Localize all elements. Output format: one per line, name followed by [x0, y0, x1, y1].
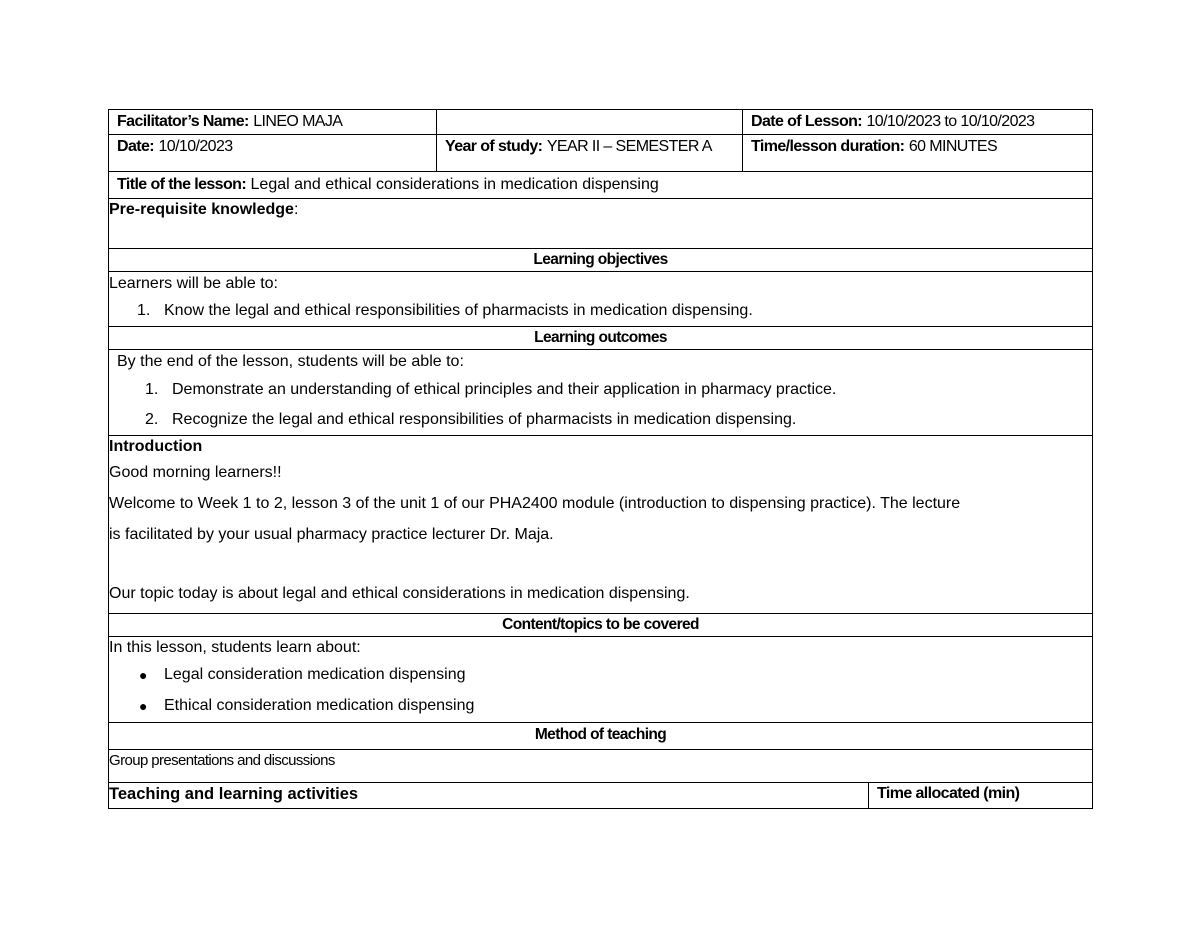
objectives-intro: Learners will be able to: — [109, 275, 278, 292]
facilitator-cell — [109, 110, 437, 135]
outcome-item — [109, 405, 1092, 435]
introduction-welcome-line1: Welcome to Week 1 to 2, lesson 3 of the unit 1 of our PHA2400 module (introduction to dispensing practice). The lecture — [109, 495, 961, 512]
introduction-cell — [109, 436, 1093, 614]
duration-label: Time/lesson duration: — [751, 138, 905, 155]
outcome-number: 1. — [145, 381, 159, 398]
date-of-lesson-value: 10/10/2023 to 10/10/2023 — [866, 113, 1035, 130]
outcomes-heading: Learning outcomes — [109, 327, 1093, 350]
outcome-text: Demonstrate an understanding of ethical principles and their application in pharmacy practice. — [172, 381, 837, 398]
duration-value: 60 MINUTES — [908, 138, 998, 155]
content-item — [109, 691, 1092, 721]
content-item-text: Legal consideration medication dispensing — [164, 666, 466, 683]
facilitator-label: Facilitator’s Name: — [117, 113, 249, 130]
outcome-number: 2. — [145, 411, 159, 428]
introduction-greeting: Good morning learners!! — [109, 464, 282, 481]
date-of-lesson-cell — [743, 110, 1093, 135]
content-item-text: Ethical consideration medication dispensing — [164, 697, 475, 714]
content-intro: In this lesson, students learn about: — [109, 639, 361, 656]
outcomes-intro: By the end of the lesson, students will be able to: — [117, 353, 464, 370]
lesson-title-cell — [109, 172, 1093, 199]
method-heading: Method of teaching — [109, 723, 1093, 750]
date-of-lesson-label: Date of Lesson: — [751, 113, 863, 130]
lesson-title-value: Legal and ethical considerations in medication dispensing — [250, 176, 659, 193]
facilitator-value: LINEO MAJA — [253, 113, 343, 130]
outcome-text: Recognize the legal and ethical responsibilities of pharmacists in medication dispensing. — [172, 411, 797, 428]
bullet-icon: ● — [139, 698, 148, 714]
lesson-title-label: Title of the lesson: — [117, 176, 247, 193]
introduction-heading: Introduction — [109, 438, 203, 455]
introduction-topic: Our topic today is about legal and ethical considerations in medication dispensing. — [109, 585, 690, 602]
objective-item — [109, 296, 1092, 326]
method-value: Group presentations and discussions — [109, 750, 1093, 783]
objectives-cell — [109, 272, 1093, 327]
objective-number: 1. — [137, 302, 151, 319]
empty-header-cell — [437, 110, 743, 135]
year-value: YEAR II – SEMESTER A — [546, 138, 712, 155]
objective-text: Know the legal and ethical responsibilities of pharmacists in medication dispensing. — [164, 302, 753, 319]
activities-label: Teaching and learning activities — [109, 783, 869, 809]
introduction-welcome-line2: is facilitated by your usual pharmacy practice lecturer Dr. Maja. — [109, 526, 554, 543]
year-label: Year of study: — [445, 138, 543, 155]
date-label: Date: — [117, 138, 155, 155]
prerequisite-suffix: : — [293, 201, 299, 218]
prerequisite-cell — [109, 199, 1093, 249]
content-cell — [109, 637, 1093, 723]
lesson-plan-page — [108, 109, 1092, 809]
year-cell — [437, 135, 743, 172]
prerequisite-label: Pre-requisite knowledge — [109, 201, 294, 218]
time-allocated-label: Time allocated (min) — [869, 783, 1093, 809]
date-cell — [109, 135, 437, 172]
lesson-plan-table — [108, 109, 1093, 809]
bullet-icon: ● — [139, 667, 148, 683]
content-item — [109, 659, 1092, 691]
outcomes-cell — [109, 350, 1093, 436]
duration-cell — [743, 135, 1093, 172]
outcome-item — [109, 374, 1092, 405]
introduction-spacer — [109, 550, 1092, 583]
date-value: 10/10/2023 — [158, 138, 233, 155]
objectives-heading: Learning objectives — [109, 249, 1093, 272]
content-heading: Content/topics to be covered — [109, 614, 1093, 637]
